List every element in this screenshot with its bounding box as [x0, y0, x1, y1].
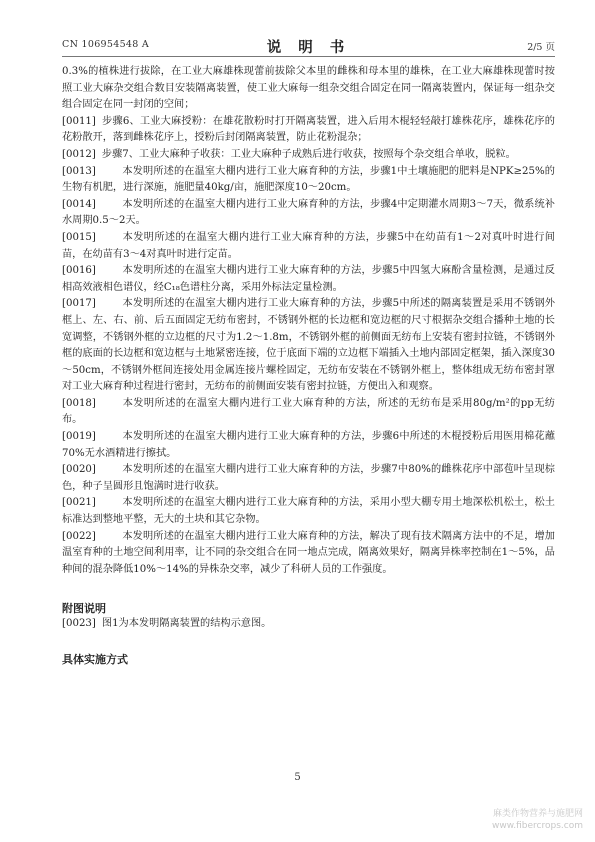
paragraph-number: [0019] — [62, 431, 96, 443]
paragraph-number: [0012] — [62, 148, 96, 160]
paragraph-text: 本发明所述的在温室大棚内进行工业大麻育种的方法，步骤1中土壤施肥的肥料是NPK≥25%的生物有机肥，进行深施，施肥量40kg/亩，施肥深度10～20cm。 — [62, 165, 555, 194]
paragraph — [62, 164, 555, 197]
paragraph-text: 本发明所述的在温室大棚内进行工业大麻育种的方法，步骤7中80%的雌株花序中部苞叶呈现棕色，种子呈圆形且饱满时进行收获。 — [62, 464, 555, 492]
paragraph-number: [0022] — [62, 530, 96, 542]
paragraph-text: 本发明所述的在温室大棚内进行工业大麻育种的方法，步骤5中四氢大麻酚含量检测，是通过反相高效液相色谱仪，经C₁₈色谱柱分离，采用外标法定量检测。 — [62, 265, 555, 293]
paragraph-text: 本发明所述的在温室大棚内进行工业大麻育种的方法，步骤5中在幼苗有1～2对真叶时进行间苗，在幼苗有3～4对真叶时进行定苗。 — [62, 231, 555, 260]
paragraph-text: 本发明所述的在温室大棚内进行工业大麻育种的方法，步骤6中所述的木棍授粉后用医用棉花蘸70%无水酒精进行擦拭。 — [62, 431, 555, 459]
paragraph-number: [0013] — [62, 165, 96, 177]
document-title: 说 明 书 — [266, 39, 351, 56]
paragraph — [62, 197, 555, 230]
page-indicator: 2/5 页 — [527, 42, 555, 53]
watermark-url: www.fibercrops.com — [492, 821, 583, 831]
paragraph-number: [0020] — [62, 464, 96, 476]
patent-number: CN 106954548 A — [62, 39, 150, 50]
paragraph — [62, 429, 555, 462]
paragraph — [62, 462, 555, 495]
document-body — [62, 64, 555, 667]
watermark — [492, 808, 583, 832]
section-heading-implementation: 具体实施方式 — [62, 653, 128, 666]
paragraph-number: [0015] — [62, 231, 96, 243]
paragraph-number: [0017] — [62, 298, 96, 310]
paragraph-number: [0023] — [62, 618, 96, 630]
paragraph-text: 图1为本发明隔离装置的结构示意图。 — [101, 618, 272, 630]
paragraph — [62, 296, 555, 396]
section-heading-figures: 附图说明 — [62, 602, 106, 616]
paragraph-text: 步骤7、工业大麻种子收获：工业大麻种子成熟后进行收获，按照每个杂交组合单收，脱粒。 — [101, 148, 516, 160]
paragraph-number: [0018] — [62, 397, 96, 409]
paragraph — [62, 495, 555, 528]
paragraph-list — [62, 64, 555, 578]
paragraph-text: 本发明所述的在温室大棚内进行工业大麻育种的方法，步骤5中所述的隔离装置是采用不锈钢外框上、左、右、前、后五面固定无纺布密封，不锈钢外框的长边框和宽边框的尺寸根据杂交组合播种土地的长宽调整，不锈钢外框的立边框的尺寸为1.2～1.8m，不锈钢外框的前侧面无纺布上安装有密封拉链，不锈钢外框的底面的长边框和宽边框与土地紧密连接，位于底面下端的立边框下端插入土地内部固定框架，插入深度30～50cm，不锈钢外框间连接处用金属连接片螺栓固定，无纺布安装在不锈钢外框上，整体组成无纺布密封罩对工业大麻育种过程进行密封，无纺布的前侧面安装有密封拉链，方便出入和观察。 — [62, 298, 555, 393]
paragraph — [62, 616, 555, 633]
page-header — [62, 36, 555, 54]
paragraph-text: 本发明所述的在温室大棚内进行工业大麻育种的方法，采用小型大棚专用土地深松机松土，松土标准达到整地平整，无大的土块和其它杂物。 — [62, 497, 555, 526]
header-divider — [62, 56, 555, 57]
watermark-name: 麻类作物营养与施肥网 — [492, 809, 583, 819]
paragraph — [62, 64, 555, 114]
paragraph-number: [0014] — [62, 198, 96, 210]
paragraph — [62, 147, 555, 164]
paragraph — [62, 529, 555, 579]
paragraph-text: 0.3%的植株进行拔除，在工业大麻雄株现蕾前拔除父本里的雌株和母本里的雄株，在工业大麻雄株现蕾时按照工业大麻杂交组合数目安装隔离装置，使工业大麻每一组杂交组合固定在同一隔离装置内，保证每一组杂交组合固定在同一封闭的空间； — [62, 66, 555, 111]
paragraph-text: 本发明所述的在温室大棚内进行工业大麻育种的方法，步骤4中定期灌水周期3～7天，微系统补水周期0.5～2天。 — [62, 198, 555, 227]
paragraph-number: [0016] — [62, 265, 96, 277]
paragraph — [62, 114, 555, 147]
page-number: 5 — [294, 772, 301, 783]
paragraph-text: 步骤6、工业大麻授粉：在雄花散粉时打开隔离装置，进入后用木棍轻轻敲打雄株花序，雄株花序的花粉散开，落到雌株花序上，授粉后封闭隔离装置，防止花粉混杂； — [62, 115, 555, 144]
paragraph-text: 本发明所述的在温室大棚内进行工业大麻育种的方法，所述的无纺布是采用80g/m²的pp无纺布。 — [62, 397, 555, 426]
paragraph — [62, 396, 555, 429]
paragraph — [62, 263, 555, 296]
paragraph — [62, 230, 555, 263]
paragraph-number: [0021] — [62, 497, 96, 509]
paragraph-text: 本发明所述的在温室大棚内进行工业大麻育种的方法，解决了现有技术隔离方法中的不足，增加温室育种的土地空间利用率，让不同的杂交组合在同一地点完成，隔离效果好，隔离异株率控制在1～5%，品种间的混杂降低10%～14%的异株杂交率，减少了科研人员的工作强度。 — [62, 530, 555, 575]
paragraph-number: [0011] — [62, 115, 96, 127]
